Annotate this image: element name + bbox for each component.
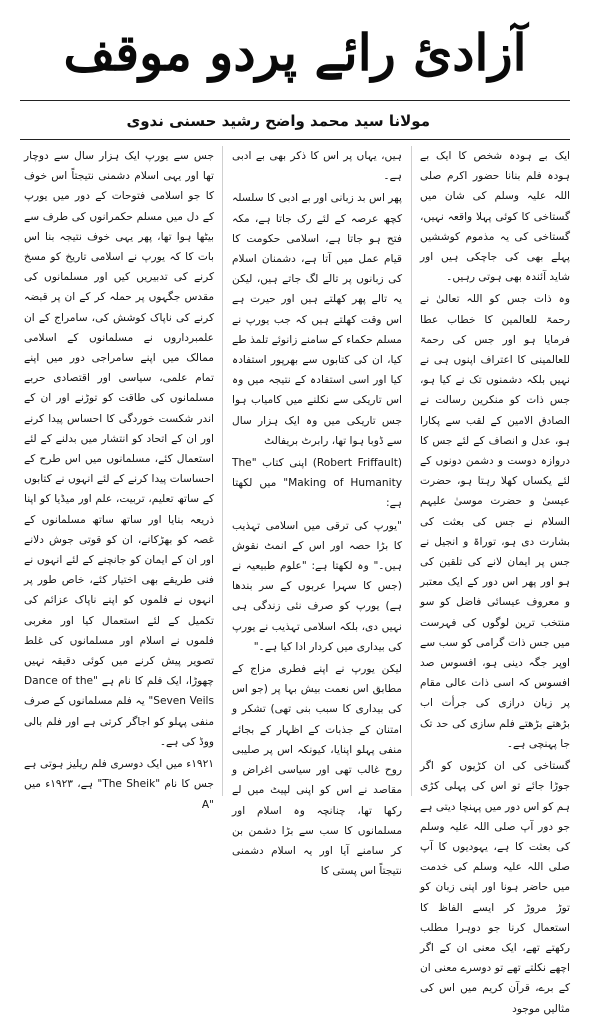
title-rule bbox=[20, 100, 570, 101]
paragraph: ۱۹۲۱ء میں ایک دوسری فلم ریلیز ہوتی ہے جس کا نام "The Sheik" ہے، ۱۹۲۳ء میں "A bbox=[24, 758, 214, 811]
paragraph: ایک بے ہودہ شخص کا ایک بے ہودہ فلم بنانا حضور اکرم صلی اللہ علیہ وسلم کی شان میں گستاخی کا کوئی پہلا واقعہ نہیں، گستاخی کی یہ مذموم کوششیں پہلے بھی کی جاچکی ہیں اور شاید آئندہ بھی ہوتی رہیں۔ bbox=[420, 150, 570, 284]
paragraph: "یورپ کی ترقی میں اسلامی تہذیب کا بڑا حصہ اور اس کے انمٹ نقوش ہیں۔" وہ لکھتا ہے: "علوم طبیعیہ نے (جس کا سہرا عربوں کے سر بندھا ہے) یورپ کو صرف نئی زندگی ہی نہیں دی، بلکہ اسلامی تہذیب نے یورپ کی بیداری میں کردار ادا کیا ہے۔" bbox=[232, 519, 402, 653]
paragraph: جس سے یورپ ایک ہزار سال سے دوچار تھا اور یہی اسلام دشمنی نتیجتاً اس خوف کا جو اسلامی فتوحات کے دور میں یورپ کے دل میں مسلم حکمرانوں کی طرف سے بیٹھا ہوا تھا، پھر یہی خوف نتیجہ بنا اس بات کا کہ یورپ نے اسلامی تاریخ کو مسخ کرنے کی تدبیریں کیں اور مسلمانوں کی مقدس جگہوں پر حملہ کر کے ان پر قبضہ کرنے کی ناپاک کوشش کی، سامراج کے ان علمبرداروں نے مسلمانوں کے اسلامی ممالک میں اپنے سامراجی دور میں اپنے تمام علمی، سیاسی اور اقتصادی حربے مسلمانوں کی طاقت کو توڑنے اور ان کے اندر شکست خوردگی کا احساس پیدا کرنے اور ان کے اتحاد کو انتشار میں بدلنے کے لئے استعمال کئے، مسلمانوں میں اس طرح کے احساسات پیدا کرنے کے لئے انہوں نے کتابوں کے ساتھ تعلیم، تربیت، علم اور میڈیا کو اپنا ذریعہ بنایا اور ساتھ ساتھ مسلمانوں کے غصہ کو بھڑکانے، ان کو قوتی جوش دلانے اور ان کے ایمان کو جانچنے کے لئے انہوں نے فنی طریقے بھی اختیار کئے، خاص طور پر انہوں نے فلموں کو اپنے ناپاک عزائم کی تکمیل کے لئے استعمال کیا اور مغربی فلموں نے اسلام اور مسلمانوں کی غلط تصویر پیش کرنے میں کوئی دقیقہ نہیں چھوڑا، ایک فلم کا نام ہے "Dance of the Seven Veils" یہ فلم مسلمانوں کے صرف منفی پہلو کو اجاگر کرتی ہے اور فلم بالی ووڈ کی ہے۔ bbox=[24, 150, 214, 748]
paragraph: (Robert Friffault) اپنی کتاب "The Making of Humanity" میں لکھتا ہے: bbox=[232, 457, 402, 510]
paragraph: پھر اس بد زبانی اور بے ادبی کا سلسلہ کچھ عرصہ کے لئے رک جاتا ہے، مکہ فتح ہو جاتا ہے، اسلامی حکومت کا قیام عمل میں آتا ہے، دشمنان اسلام کی زبانوں پر تالے لگ جاتے ہیں، لیکن یہ تالے پھر کھلتے ہیں اور حیرت ہے اس وقت کھلتے ہیں کہ جب یورپ نے مسلم حکماء کے سامنے زانوئے تلمذ طے کیا، ان کی کتابوں سے بھرپور استفادہ کیا اور اسی استفادہ کے نتیجہ میں وہ اس تاریکی سے نکلنے میں کامیاب ہوا جس تاریکی میں وہ ایک ہزار سال سے ڈوبا ہوا تھا، رابرٹ بریفالٹ bbox=[232, 192, 402, 447]
column-divider bbox=[411, 146, 412, 796]
column-left bbox=[24, 146, 214, 811]
paragraph: ہیں، یہاں پر اس کا ذکر بھی بے ادبی ہے۔ bbox=[232, 150, 402, 183]
column-middle bbox=[232, 146, 402, 878]
column-right bbox=[420, 146, 570, 1015]
byline-rule bbox=[20, 139, 570, 140]
article-title: آزادیٔ رائے پردو موقف bbox=[63, 23, 527, 82]
author-byline: مولانا سید محمد واضح رشید حسنی ندوی bbox=[126, 112, 430, 130]
column-divider bbox=[222, 146, 223, 796]
paragraph: وہ ذات جس کو اللہ تعالیٰ نے رحمۃ للعالمین کا خطاب عطا فرمایا ہو اور جس کی رحمۃ للعالمینی کا اعتراف اپنوں ہی نے نہیں بلکہ دشمنوں تک نے کیا ہو، جس ذات کو منکرین رسالت نے الصادق الامین کے لقب سے پکارا ہو، عدل و انصاف کے لئے جس کا دروازہ دوست و دشمن دونوں کے لئے یکساں کھلا رہتا ہو، حضرت عیسیٰ و حضرت موسیٰ علیہم السلام نے جس کی بعثت کی بشارت دی ہو، توراۃ و انجیل نے جس پر ایمان لانے کی تلقین کی ہو اور پھر اس دور کے ایک معتبر و معروف عیسائی فاضل کو سو منتخب ترین لوگوں کی فہرست میں جس ذات گرامی کو سب سے اوپر جگہ دینی ہو، افسوس صد افسوس کہ اسی ذات عالی مقام پر زبان درازی کی جرأت اب بڑھتے بڑھتے فلم سازی کی حد تک جا پہنچی ہے۔ bbox=[420, 293, 570, 750]
paragraph: لیکن یورپ نے اپنے فطری مزاج کے مطابق اس نعمت بیش بہا پر (جو اس کی بیداری کا سبب بنی تھی) تشکر و امتنان کے جذبات کے اظہار کے بجائے منفی پہلو اپنایا، کیونکہ اس پر صلیبی روح غالب تھی اور سیاسی اغراض و مقاصد نے اس کو اپنی لپیٹ میں لے رکھا تھا، چنانچہ وہ اسلام اور مسلمانوں کا سب سے بڑا دشمن بن کر سامنے آیا اور یہ اسلام دشمنی نتیجتاً اس پستی کا bbox=[232, 663, 402, 878]
paragraph: گستاخی کی ان کڑیوں کو اگر جوڑا جائے تو اس کی پہلی کڑی ہم کو اس دور میں پہنچا دیتی ہے جو دور آپ صلی اللہ علیہ وسلم کی بعثت کا ہے، یہودیوں کا آپ صلی اللہ علیہ وسلم کی خدمت میں حاضر ہونا اور اپنی زبان کو توڑ مروڑ کر ایسے الفاظ کا استعمال کرنا جو دوہرا مطلب رکھتے تھے، ایک معنی ان کے اگر اچھے نکلتے تھے تو دوسرے معنی ان کے برے، قرآن کریم میں اس کی مثالیں موجود bbox=[420, 760, 570, 1015]
